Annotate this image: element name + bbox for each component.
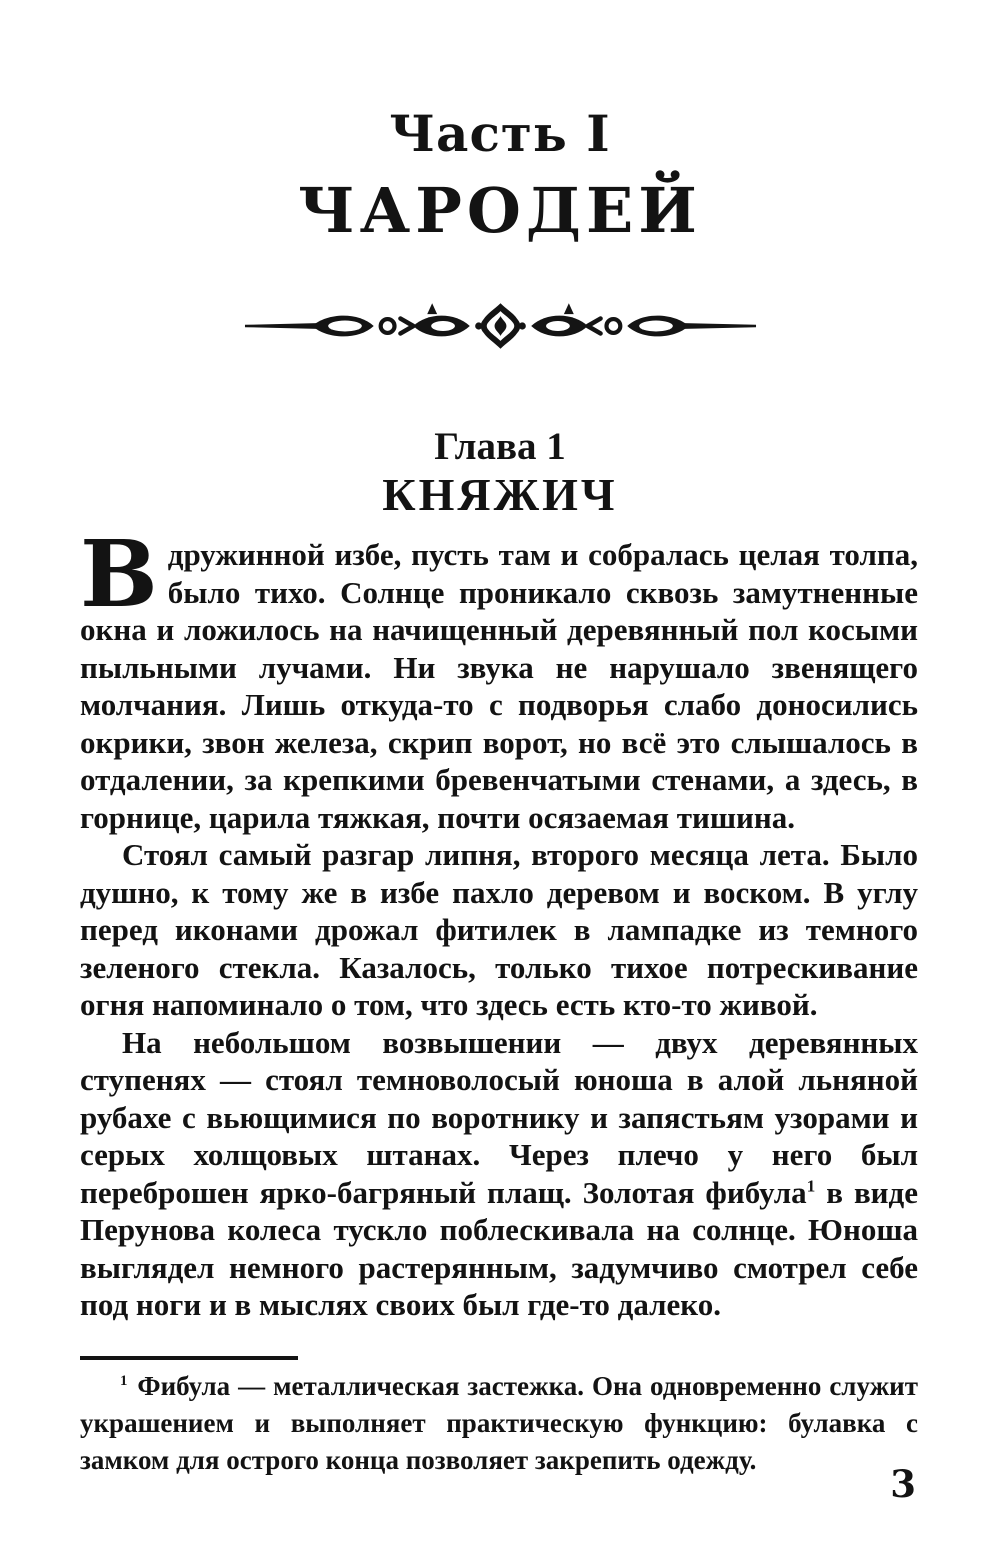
divider-container <box>0 298 1000 354</box>
paragraph-1 <box>80 520 918 836</box>
footnote <box>80 1368 918 1479</box>
footnote-marker: 1 <box>120 1372 128 1389</box>
body-text <box>80 520 918 1324</box>
chapter-label: Глава 1 <box>434 425 566 469</box>
footnote-separator <box>80 1356 298 1360</box>
paragraph-3-text-before: На небольшом возвышении — двух деревянных ступенях — стоял темноволосый юноша в алой льняной рубахе с вьющимися по воротнику и запястьям узорами и серых холщовых штанах. Через плечо у него был переброшен ярко-багряный плащ. Золотая фибула <box>80 1024 918 1210</box>
paragraph-3-text-after: в виде Перунова колеса тускло поблескивала на солнце. Юноша выглядел немного растерянным, задумчиво смотрел себе под ноги и в мыслях своих был где-то далеко. <box>80 1174 918 1323</box>
paragraph-1-text: дружинной избе, пусть там и собралась целая толпа, было тихо. Солнце проникало сквозь замутненные окна и ложилось на начищенный деревянный пол косыми пыльными лучами. Ни звука не нарушало звенящего молчания. Лишь откуда-то с подворья слабо доносились окрики, звон железа, скрип ворот, но всё это слышалось в отдалении, за крепкими бревенчатыми стенами, а здесь, в горнице, царила тяжкая, почти осязаемая тишина. <box>80 537 918 835</box>
page-number: 3 <box>890 1462 916 1506</box>
footnote-text: Фибула — металлическая застежка. Она одновременно служит украшением и выполняет практическую функцию: булавка с замком для острого конца позволяет закрепить одежду. <box>80 1370 918 1475</box>
ornamental-divider-icon <box>243 298 758 354</box>
part-title: ЧАРОДЕЙ <box>298 174 702 247</box>
footnote-reference: 1 <box>806 1176 816 1196</box>
part-label: Часть I <box>389 104 611 163</box>
chapter-title: КНЯЖИЧ <box>382 469 618 521</box>
paragraph-2: Стоял самый разгар липня, второго месяца лета. Было душно, к тому же в избе пахло деревом и воском. В углу перед иконами дрожал фитилек в лампадке из темного зеленого стекла. Казалось, только тихое потрескивание огня напоминало о том, что здесь есть кто-то живой. <box>80 837 918 1023</box>
drop-cap: В <box>80 520 158 629</box>
paragraph-3 <box>80 1024 918 1324</box>
